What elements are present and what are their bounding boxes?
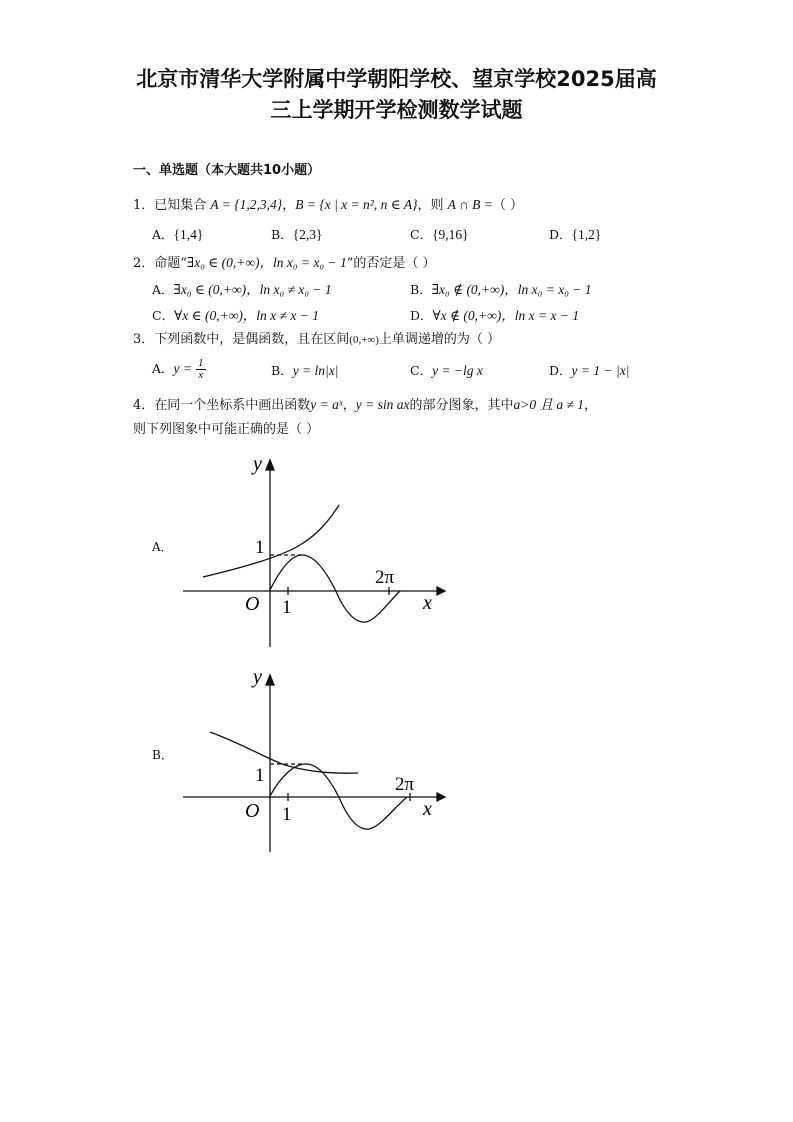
option-value: ∀x ∉ (0,+∞)，ln x = x − 1	[432, 308, 580, 323]
q4-func2: y = sin ax	[355, 397, 410, 412]
question-4-stem-line1	[133, 396, 597, 415]
option-letter: B．	[410, 282, 432, 297]
x-axis-arrow-icon	[437, 587, 445, 595]
option-letter: D．	[549, 363, 572, 378]
q3-prefix: 3．下列函数中，是偶函数，且在区间	[133, 332, 350, 347]
option-letter: D．	[549, 227, 572, 242]
graph-b[interactable]	[175, 660, 450, 860]
option-letter: D．	[410, 308, 433, 323]
q4-text-a: 4．在同一个坐标系中画出函数	[133, 398, 311, 413]
option-value: ∃x₀ ∈ (0,+∞)，ln x₀ ≠ x₀ − 1	[173, 282, 332, 297]
q4-text-b: 的部分图象，其中	[409, 398, 514, 413]
q4-func1: y = aˣ	[310, 397, 343, 412]
option-letter: A．	[152, 361, 174, 376]
two-pi-label: 2π	[375, 567, 395, 588]
option-value: {1,4}	[173, 227, 204, 242]
q3-interval: (0,+∞)	[349, 334, 379, 346]
q1-option-c[interactable]	[410, 226, 469, 244]
x-axis-arrow-icon	[437, 793, 445, 801]
option-prefix: y =	[173, 361, 193, 376]
option-value: y = 1 − |x|	[571, 363, 630, 378]
two-pi-label: 2π	[395, 774, 415, 795]
option-value: y = −lg x	[432, 363, 483, 378]
q2-suffix: ”的否定是（ ）	[346, 256, 436, 271]
graph-a-letter[interactable]: A．	[152, 540, 173, 554]
q2-option-b[interactable]	[410, 281, 592, 299]
q1-ask: A ∩ B =	[447, 197, 493, 212]
section-heading: 一、单选题（本大题共10小题）	[133, 163, 321, 178]
q1-option-d[interactable]	[549, 226, 601, 244]
q1-prefix: 1．已知集合	[133, 198, 211, 213]
q2-option-c[interactable]	[152, 307, 319, 325]
option-value: ∀x ∈ (0,+∞)，ln x ≠ x − 1	[174, 308, 319, 323]
q3-option-c[interactable]	[410, 362, 483, 380]
q2-prefix: 2．命题“	[133, 256, 187, 271]
q2-option-d[interactable]	[410, 307, 579, 325]
origin-label: O	[245, 800, 260, 822]
graph-a[interactable]	[175, 452, 450, 652]
option-letter: C．	[410, 227, 433, 242]
q1-middle: ，则	[417, 198, 448, 213]
option-value: {9,16}	[432, 227, 469, 242]
option-letter: B．	[271, 363, 293, 378]
y-axis-arrow-icon	[266, 675, 274, 685]
q1-set-b: B = {x | x = n², n ∈ A}	[295, 197, 418, 212]
q2-option-a[interactable]	[152, 281, 332, 299]
q3-option-a[interactable]	[152, 358, 206, 381]
q2-proposition: ∃x₀ ∈ (0,+∞)，ln x₀ = x₀ − 1	[186, 255, 347, 270]
option-value: {1,2}	[571, 227, 602, 242]
option-letter: C．	[152, 308, 175, 323]
option-letter: A．	[152, 282, 174, 297]
option-letter: B．	[271, 227, 293, 242]
page-title-line1: 北京市清华大学附属中学朝阳学校、望京学校2025届高	[136, 67, 657, 91]
question-2-stem	[133, 254, 436, 273]
y-one-label: 1	[255, 765, 265, 786]
question-3-stem	[133, 331, 500, 349]
origin-label: O	[245, 593, 260, 615]
q1-paren: （ ）	[492, 198, 523, 213]
option-value: y = ln|x|	[292, 363, 339, 378]
fraction	[196, 358, 206, 381]
x-axis-label: x	[423, 798, 432, 820]
option-value: ∃x₀ ∉ (0,+∞)，ln x₀ = x₀ − 1	[431, 282, 592, 297]
x-one-label: 1	[282, 804, 292, 825]
q3-option-b[interactable]	[271, 362, 338, 380]
option-letter: A．	[152, 227, 174, 242]
x-axis-label: x	[423, 592, 432, 614]
q3-suffix: 上单调递增的为（ ）	[378, 332, 501, 347]
q1-option-a[interactable]	[152, 226, 203, 244]
question-1-stem: 1．已知集合 A = {1,2,3,4}，B = {x | x = n², n ∈ A}，则 A ∩ B =（ ）	[133, 197, 523, 213]
y-axis-label: y	[253, 453, 262, 475]
y-axis-arrow-icon	[266, 460, 274, 470]
y-one-label: 1	[255, 537, 265, 558]
y-axis-label: y	[253, 666, 262, 688]
question-4-stem-line2: 则下列图象中可能正确的是（ ）	[133, 422, 320, 437]
x-one-label: 1	[282, 597, 292, 618]
page-title-line2: 三上学期开学检测数学试题	[270, 98, 523, 122]
fraction-numerator: 1	[198, 357, 204, 369]
q4-condition: a>0 且 a ≠ 1	[513, 397, 584, 412]
q4-sep: ，	[342, 398, 356, 413]
q3-option-d[interactable]	[549, 362, 629, 380]
q1-option-b[interactable]	[271, 226, 323, 244]
graph-b-letter[interactable]: B．	[152, 748, 173, 762]
exponential-curve	[203, 505, 339, 577]
q4-text-c: ，	[584, 398, 598, 413]
exponential-curve	[210, 732, 358, 773]
fraction-denominator: x	[198, 369, 204, 381]
option-letter: C．	[410, 363, 433, 378]
q1-set-a: A = {1,2,3,4}	[210, 197, 283, 212]
option-value: {2,3}	[292, 227, 323, 242]
